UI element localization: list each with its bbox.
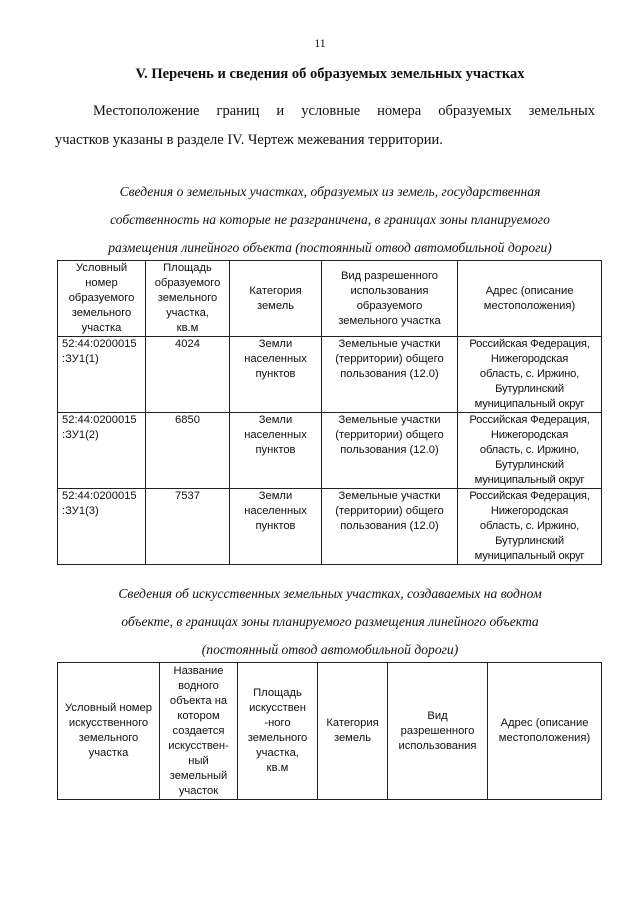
header-permitted-use-line: земельного участка bbox=[338, 314, 441, 327]
caption-land-plots-line-2: собственность на которые не разграничена, в границах зоны планируемого bbox=[110, 212, 550, 227]
cell-permitted-use-line: пользования (12.0) bbox=[340, 444, 439, 456]
cell-category-line: населенных bbox=[244, 505, 307, 517]
artificial-plots-table-header bbox=[58, 663, 602, 800]
header-number-line: Условный bbox=[75, 262, 128, 274]
cell-category bbox=[230, 489, 322, 565]
caption-artificial-plots-line-2: объекте, в границах зоны планируемого размещения линейного объекта bbox=[121, 614, 539, 629]
header-area-line: образуемого bbox=[154, 277, 221, 289]
cell-address-line: Бутурлинский bbox=[495, 459, 564, 471]
header-address-line: Адрес (описание bbox=[500, 717, 589, 729]
cell-permitted-use-line: пользования (12.0) bbox=[340, 520, 439, 532]
cell-number bbox=[58, 489, 146, 565]
cell-number bbox=[58, 337, 146, 413]
cell-permitted-use-line: (территории) общего bbox=[335, 505, 444, 517]
header-permitted-use-line: использования bbox=[350, 284, 429, 297]
header-category bbox=[230, 261, 322, 337]
cell-number-line: :ЗУ1(2) bbox=[62, 429, 99, 441]
cell-category-line: Земли bbox=[258, 338, 293, 350]
caption-land-plots-line-3: размещения линейного объекта (постоянный отвод автомобильной дороги) bbox=[108, 240, 552, 255]
cell-category-line: пунктов bbox=[255, 444, 296, 456]
header-area-line: земельного bbox=[157, 292, 218, 304]
header-number-line: участка bbox=[81, 322, 122, 334]
caption-land-plots-line-1: Сведения о земельных участках, образуемых из земель, государственная bbox=[119, 184, 541, 199]
header-category-line: земель bbox=[256, 299, 295, 312]
caption-artificial-plots bbox=[60, 580, 600, 664]
header-water-body-line: котором bbox=[177, 709, 220, 722]
cell-area: 6850 bbox=[146, 413, 230, 489]
header-permitted-use-line: разрешенного bbox=[400, 724, 475, 737]
caption-land-plots bbox=[60, 178, 600, 262]
header-category-line: Категория bbox=[249, 284, 302, 297]
cell-address-line: муниципальный округ bbox=[474, 474, 585, 486]
header-water-body-line: Название bbox=[173, 664, 224, 677]
intro-paragraph bbox=[55, 97, 595, 155]
header-area bbox=[238, 663, 318, 800]
land-plots-table bbox=[57, 260, 602, 565]
header-area-line: кв.м bbox=[176, 322, 199, 334]
cell-address-line: Российская Федерация, bbox=[469, 490, 590, 502]
header-address-line: местоположения) bbox=[498, 732, 591, 744]
cell-permitted-use-line: Земельные участки bbox=[338, 338, 441, 350]
cell-address-line: Нижегородская bbox=[490, 429, 569, 441]
caption-artificial-plots-line-3: (постоянный отвод автомобильной дороги) bbox=[201, 642, 459, 657]
cell-category-line: Земли bbox=[258, 414, 293, 426]
section-heading: V. Перечень и сведения об образуемых земельных участках bbox=[135, 66, 525, 82]
cell-permitted-use-line: (территории) общего bbox=[335, 353, 444, 365]
header-permitted-use bbox=[322, 261, 458, 337]
cell-number-line: 52:44:0200015 bbox=[62, 338, 137, 350]
artificial-plots-table bbox=[57, 662, 602, 800]
cell-address bbox=[458, 413, 602, 489]
header-water-body-line: создается bbox=[172, 724, 225, 737]
table-row bbox=[58, 413, 602, 489]
cell-address bbox=[458, 337, 602, 413]
header-number-line: участка bbox=[88, 747, 129, 759]
header-water-body-line: земельный bbox=[169, 769, 228, 782]
header-water-body-line: искусствен- bbox=[168, 739, 229, 752]
cell-permitted-use-line: Земельные участки bbox=[338, 414, 441, 426]
cell-permitted-use bbox=[322, 489, 458, 565]
header-area-line: земельного bbox=[247, 732, 308, 744]
header-number-line: Условный номер bbox=[65, 702, 152, 714]
header-permitted-use-line: Вид bbox=[427, 709, 448, 722]
cell-number-line: :ЗУ1(1) bbox=[62, 353, 99, 365]
header-water-body-line: ный bbox=[188, 754, 209, 767]
cell-category-line: пунктов bbox=[255, 368, 296, 380]
cell-address-line: муниципальный округ bbox=[474, 398, 585, 410]
header-area-line: -ного bbox=[264, 717, 291, 729]
cell-permitted-use-line: пользования (12.0) bbox=[340, 368, 439, 380]
header-category-line: земель bbox=[333, 732, 372, 744]
cell-category-line: населенных bbox=[244, 429, 307, 441]
cell-number-line: :ЗУ1(3) bbox=[62, 505, 99, 517]
cell-permitted-use-line: (территории) общего bbox=[335, 429, 444, 441]
caption-artificial-plots-line-1: Сведения об искусственных земельных участках, создаваемых на водном bbox=[118, 586, 542, 601]
cell-number bbox=[58, 413, 146, 489]
cell-address-line: Российская Федерация, bbox=[469, 414, 590, 426]
header-area-line: участка, bbox=[256, 747, 299, 759]
header-number-line: образуемого bbox=[68, 292, 135, 304]
header-address bbox=[458, 261, 602, 337]
cell-address-line: область, с. Иржино, bbox=[479, 444, 580, 456]
cell-permitted-use-line: Земельные участки bbox=[338, 490, 441, 502]
table-row bbox=[58, 489, 602, 565]
cell-category-line: Земли bbox=[258, 490, 293, 502]
header-water-body bbox=[160, 663, 238, 800]
land-plots-table-header bbox=[58, 261, 602, 337]
intro-paragraph-line-2: участков указаны в разделе IV. Чертеж межевания территории. bbox=[55, 132, 443, 148]
cell-number-line: 52:44:0200015 bbox=[62, 490, 137, 502]
cell-address bbox=[458, 489, 602, 565]
cell-area: 4024 bbox=[146, 337, 230, 413]
header-category-line: Категория bbox=[326, 717, 379, 729]
header-number-line: номер bbox=[85, 277, 118, 289]
header-permitted-use-line: использования bbox=[398, 739, 477, 752]
cell-address-line: Нижегородская bbox=[490, 353, 569, 365]
header-address-line: местоположения) bbox=[483, 299, 576, 312]
header-area-line: Площадь bbox=[163, 262, 212, 274]
cell-address-line: область, с. Иржино, bbox=[479, 368, 580, 380]
cell-permitted-use bbox=[322, 413, 458, 489]
cell-address-line: Бутурлинский bbox=[495, 535, 564, 547]
header-area-line: Площадь bbox=[253, 687, 302, 699]
cell-permitted-use bbox=[322, 337, 458, 413]
cell-category-line: пунктов bbox=[255, 520, 296, 532]
cell-address-line: область, с. Иржино, bbox=[479, 520, 580, 532]
header-water-body-line: участок bbox=[178, 784, 219, 797]
header-permitted-use bbox=[388, 663, 488, 800]
header-permitted-use-line: Вид разрешенного bbox=[340, 269, 439, 282]
header-category bbox=[318, 663, 388, 800]
cell-address-line: Бутурлинский bbox=[495, 383, 564, 395]
cell-category bbox=[230, 413, 322, 489]
table-row bbox=[58, 337, 602, 413]
header-number-line: земельного bbox=[78, 732, 139, 744]
header-number bbox=[58, 663, 160, 800]
header-area-line: искусствен bbox=[249, 702, 306, 714]
header-address-line: Адрес (описание bbox=[485, 284, 574, 297]
header-number-line: земельного bbox=[71, 307, 132, 319]
cell-area: 7537 bbox=[146, 489, 230, 565]
intro-paragraph-line-1: Местоположение границ и условные номера образуемых земельных bbox=[93, 103, 595, 119]
header-area-line: кв.м bbox=[266, 762, 289, 774]
cell-address-line: муниципальный округ bbox=[474, 550, 585, 562]
page-number: 11 bbox=[314, 36, 326, 50]
header-water-body-line: водного bbox=[178, 679, 219, 692]
header-water-body-line: объекта на bbox=[169, 694, 228, 707]
cell-address-line: Нижегородская bbox=[490, 505, 569, 517]
header-number-line: искусственного bbox=[68, 717, 149, 729]
cell-category-line: населенных bbox=[244, 353, 307, 365]
cell-number-line: 52:44:0200015 bbox=[62, 414, 137, 426]
header-number bbox=[58, 261, 146, 337]
header-area bbox=[146, 261, 230, 337]
cell-address-line: Российская Федерация, bbox=[469, 338, 590, 350]
header-address bbox=[488, 663, 602, 800]
header-area-line: участка, bbox=[166, 307, 209, 319]
cell-category bbox=[230, 337, 322, 413]
header-permitted-use-line: образуемого bbox=[356, 299, 423, 312]
